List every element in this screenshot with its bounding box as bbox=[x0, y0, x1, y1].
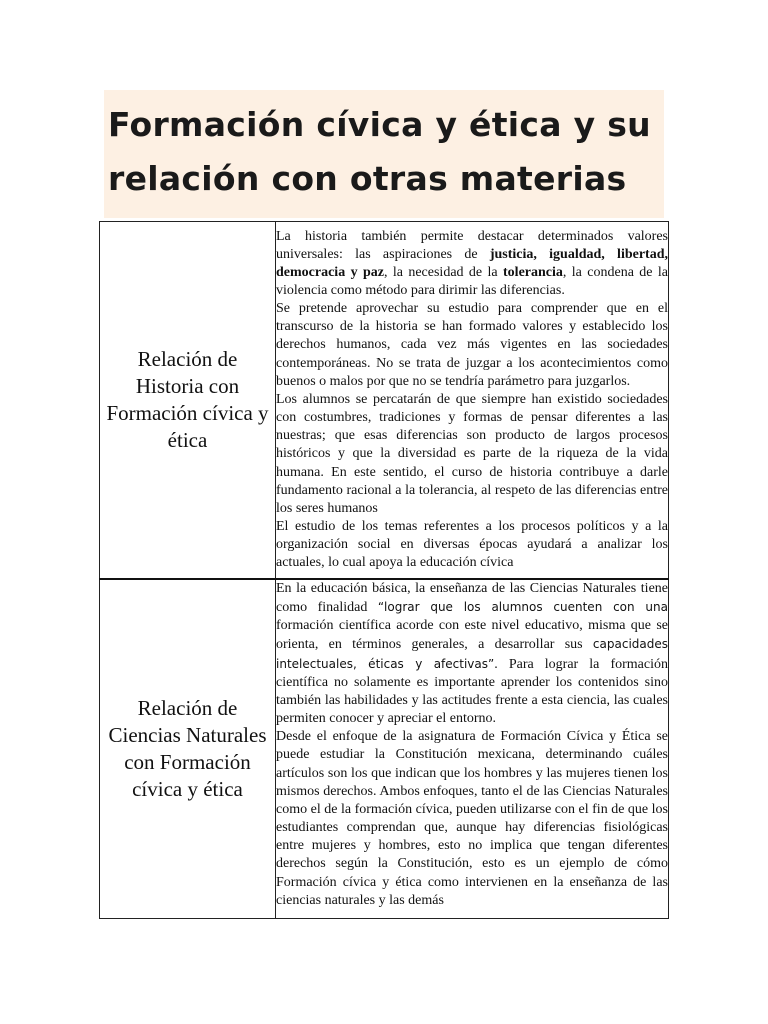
relations-table bbox=[99, 221, 669, 919]
table-row bbox=[100, 222, 669, 580]
paragraph: En la educación básica, la enseñanza de las Ciencias Naturales tiene como finalidad “lograr que los alumnos cuenten con una formación científica acorde con este nivel educativo, misma que se orienta, en términos generales, a desarrollar sus capacidades intelectuales, éticas y afectivas”. Para lograr la formación científica no solamente es importante aprender los contenidos sino también las habilidades y las actitudes frente a esta ciencia, las cuales permiten conocer y apreciar el entorno. bbox=[276, 581, 668, 727]
row-label-historia: Relación de Historia con Formación cívica y ética bbox=[106, 347, 269, 452]
title-banner bbox=[104, 90, 664, 218]
quote-text: “lograr que los alumnos cuenten con una bbox=[377, 600, 668, 615]
paragraph: Desde el enfoque de la asignatura de Formación Cívica y Ética se puede estudiar la Constitución mexicana, determinando cuáles artículos son los que indican que los hombres y las mujeres tienen los mismos derechos. Ambos enfoques, tanto el de las Ciencias Naturales como el de la formación cívica, pueden utilizarse con el fin de que los estudiantes comprendan que, aunque hay diferencias fisiológicas entre mujeres y hombres, esto no implica que tengan diferentes derechos según la Constitución, esto es un ejemplo de cómo Formación cívica y ética como intervienen en la enseñanza de las ciencias naturales y las demás bbox=[276, 729, 668, 908]
row-text-cell bbox=[276, 579, 669, 919]
table-row bbox=[100, 579, 669, 919]
row-label-cell bbox=[100, 579, 276, 919]
title-line-2: relación con otras materias bbox=[108, 159, 627, 198]
paragraph: Los alumnos se percatarán de que siempre han existido sociedades con costumbres, tradiciones y formas de pensar diferentes a las nuestras; que esas diferencias son producto de largos procesos históricos y que la diversidad es parte de la riqueza de la vida humana. En este sentido, el curso de historia contribuye a darle fundamento racional a la tolerancia, al respeto de las diferencias entre los seres humanos bbox=[276, 391, 668, 516]
paragraph: El estudio de los temas referentes a los procesos políticos y a la organización social en diversas épocas ayudará a analizar los actuales, lo cual apoya la educación cívica bbox=[276, 519, 668, 571]
paragraph: Se pretende aprovechar su estudio para comprender que en el transcurso de la historia se han formado valores y establecido los derechos humanos, cada vez más vigentes en las sociedades contemporáneas. No se trata de juzgar a los acontecimientos como buenos o malos por que no se tendría parámetro para juzgarlos. bbox=[276, 301, 668, 389]
row-label-ciencias-naturales: Relación de Ciencias Naturales con Formación cívica y ética bbox=[108, 696, 267, 801]
row-text-cell bbox=[276, 222, 669, 580]
row-label-cell bbox=[100, 222, 276, 580]
page-title bbox=[104, 90, 664, 206]
paragraph: La historia también permite destacar determinados valores universales: las aspiraciones de justicia, igualdad, libertad, democracia y paz, la necesidad de la tolerancia, la condena de la violencia como método para dirimir las diferencias. bbox=[276, 228, 669, 298]
title-line-1: Formación cívica y ética y su bbox=[108, 105, 651, 144]
quote-text: capacidades intelectuales, éticas y afectivas” bbox=[276, 637, 668, 671]
